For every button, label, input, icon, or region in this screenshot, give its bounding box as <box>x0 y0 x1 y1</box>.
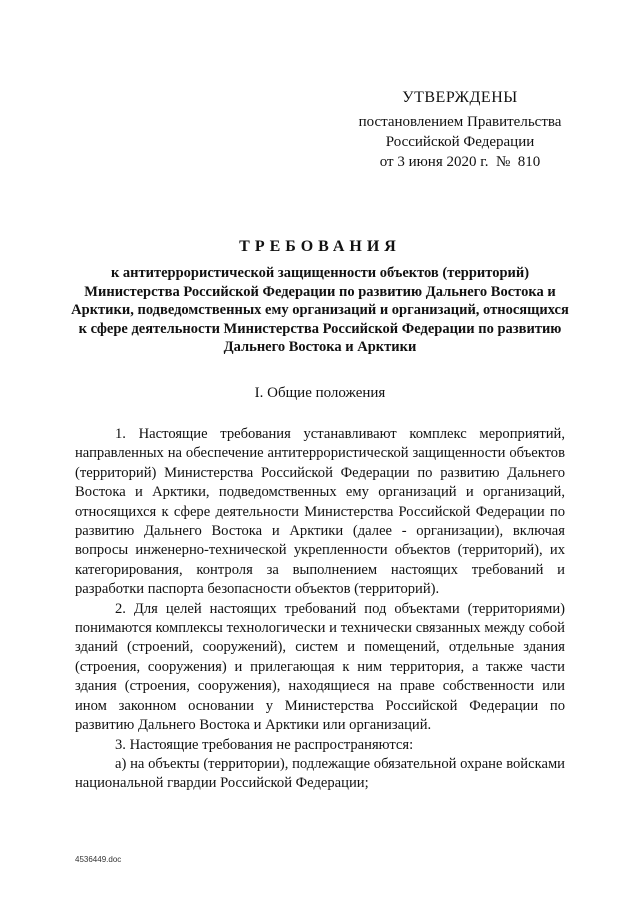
document-subtitle: к антитеррористической защищенности объектов (территорий) Министерства Российской Федерации по развитию Дальнего Востока и Арктики, подведомственных ему организаций и организаций, относящихся к сфере деятельности Министерства Российской Федерации по развитию Дальнего Востока и Арктики <box>71 265 569 355</box>
approval-line-1: постановлением Правительства <box>358 114 562 130</box>
approval-line-2: Российской Федерации <box>385 134 535 150</box>
paragraph-1: 1. Настоящие требования устанавливают комплекс мероприятий, направленных на обеспечение антитеррористической защищенности объектов (территорий) Министерства Российской Федерации по развитию Дальнего Востока и Арктики, подведомственных ему организаций и организаций, относящихся к сфере деятельности Министерства Российской Федерации по развитию Дальнего Востока и Арктики (далее - организации), включая вопросы инженерно-технической укрепленности объектов (территорий), их категорирования, контроля за выполнением настоящих требований и разработки паспорта безопасности объектов (территорий). <box>75 426 565 598</box>
approval-title: УТВЕРЖДЕНЫ <box>402 89 518 106</box>
approval-block <box>330 88 590 172</box>
document-body <box>75 425 565 794</box>
document-title: ТРЕБОВАНИЯ <box>239 238 401 255</box>
paragraph-3a: а) на объекты (территории), подлежащие обязательной охране войсками национальной гвардии Российской Федерации; <box>75 755 565 792</box>
section-heading: I. Общие положения <box>254 385 386 401</box>
file-code: 4536449.doc <box>75 855 122 864</box>
paragraph-2: 2. Для целей настоящих требований под объектами (территориями) понимаются комплексы технологически и технически связанных между собой зданий (строений, сооружений), систем и помещений, отдельные здания (строения, сооружения) и прилегающая к ним территория, а также части здания (строения, сооружения), находящиеся на праве собственности или ином законном основании у Министерства Российской Федерации по развитию Дальнего Востока и Арктики или организаций. <box>75 600 565 734</box>
approval-line-3: от 3 июня 2020 г. № 810 <box>379 154 541 170</box>
paragraph-3: 3. Настоящие требования не распространяются: <box>115 736 414 753</box>
